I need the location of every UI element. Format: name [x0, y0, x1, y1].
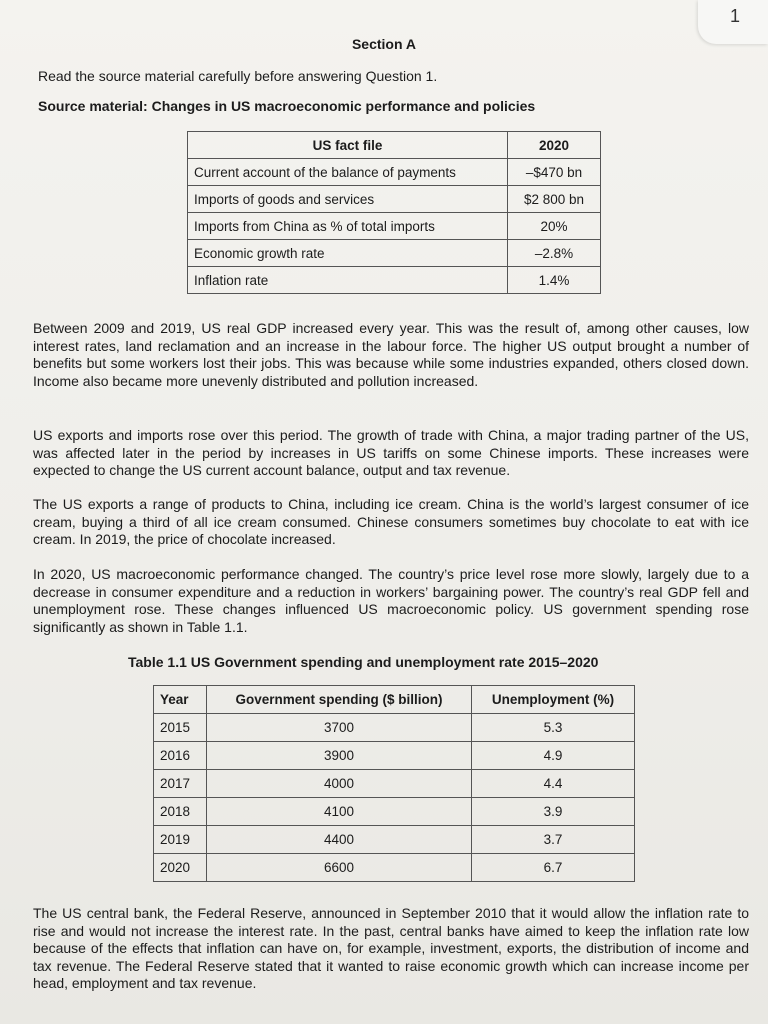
table-row	[154, 854, 635, 882]
fact-table-row	[188, 240, 601, 267]
unemployment-cell: 4.9	[472, 742, 635, 770]
year-cell: 2019	[154, 826, 207, 854]
us-fact-file-table	[187, 131, 601, 294]
spending-cell: 4100	[207, 798, 472, 826]
unemployment-cell: 4.4	[472, 770, 635, 798]
year-cell: 2015	[154, 714, 207, 742]
gov-table-header-row	[154, 686, 635, 714]
fact-value: 20%	[508, 213, 601, 240]
paragraph-ice-cream: The US exports a range of products to China, including ice cream. China is the world’s largest consumer of ice cream, buying a third of all ice cream consumed. Chinese consumers sometimes buy chocolate to eat with ice cream. In 2019, the price of chocolate increased.	[33, 496, 749, 547]
unemployment-cell: 3.7	[472, 826, 635, 854]
year-cell: 2020	[154, 854, 207, 882]
table-row	[154, 798, 635, 826]
year-cell: 2018	[154, 798, 207, 826]
fact-label: Imports of goods and services	[188, 186, 508, 213]
fact-table-row	[188, 267, 601, 294]
spending-cell: 6600	[207, 854, 472, 882]
year-cell: 2016	[154, 742, 207, 770]
fact-label: Imports from China as % of total imports	[188, 213, 508, 240]
fact-table-row	[188, 186, 601, 213]
spending-cell: 3900	[207, 742, 472, 770]
source-heading: Source material: Changes in US macroeconomic performance and policies	[38, 98, 536, 114]
paragraph-trade: US exports and imports rose over this period. The growth of trade with China, a major trading partner of the US, was affected later in the period by increases in US tariffs on some Chinese imports. These increases were expected to change the US current account balance, output and tax revenue.	[33, 427, 749, 478]
paragraph-federal-reserve: The US central bank, the Federal Reserve, announced in September 2010 that it would allow the inflation rate to rise and would not increase the interest rate. In the past, central banks have aimed to keep the inflation rate low because of the effects that inflation can have on, for example, investment, exports, the distribution of income and tax revenue. The Federal Reserve stated that it wanted to raise economic growth which can increase income per head, employment and tax revenue.	[33, 905, 749, 991]
fact-table-header-row	[188, 132, 601, 159]
fact-label: Inflation rate	[188, 267, 508, 294]
paragraph-gdp-growth: Between 2009 and 2019, US real GDP increased every year. This was the result of, among other causes, low interest rates, land reclamation and an increase in the labour force. The higher US output brought a number of benefits but some workers lost their jobs. This was because while some industries expanded, others closed down. Income also became more unevenly distributed and pollution increased.	[33, 320, 749, 389]
table-row	[154, 770, 635, 798]
header-spending: Government spending ($ billion)	[207, 686, 472, 714]
header-year: Year	[154, 686, 207, 714]
fact-table-row	[188, 213, 601, 240]
fact-value: $2 800 bn	[508, 186, 601, 213]
fact-label: Current account of the balance of payments	[188, 159, 508, 186]
table-1-1-caption: Table 1.1 US Government spending and unemployment rate 2015–2020	[128, 654, 599, 670]
table-row	[154, 742, 635, 770]
fact-value: –$470 bn	[508, 159, 601, 186]
table-row	[154, 714, 635, 742]
unemployment-cell: 5.3	[472, 714, 635, 742]
unemployment-cell: 3.9	[472, 798, 635, 826]
page-number: 1	[729, 6, 740, 26]
header-unemployment: Unemployment (%)	[472, 686, 635, 714]
year-cell: 2017	[154, 770, 207, 798]
government-spending-table	[153, 685, 635, 882]
fact-table-header-label: US fact file	[188, 132, 508, 159]
spending-cell: 4000	[207, 770, 472, 798]
fact-value: 1.4%	[508, 267, 601, 294]
fact-table-header-year: 2020	[508, 132, 601, 159]
section-title: Section A	[351, 36, 417, 52]
fact-value: –2.8%	[508, 240, 601, 267]
spending-cell: 4400	[207, 826, 472, 854]
instruction-text: Read the source material carefully before answering Question 1.	[38, 68, 438, 84]
paragraph-2020-performance: In 2020, US macroeconomic performance changed. The country’s price level rose more slowly, largely due to a decrease in consumer expenditure and a reduction in workers’ bargaining power. The country’s real GDP fell and unemployment rose. These changes influenced US macroeconomic policy. US government spending rose significantly as shown in Table 1.1.	[33, 566, 749, 635]
fact-label: Economic growth rate	[188, 240, 508, 267]
unemployment-cell: 6.7	[472, 854, 635, 882]
fact-table-row	[188, 159, 601, 186]
spending-cell: 3700	[207, 714, 472, 742]
table-row	[154, 826, 635, 854]
